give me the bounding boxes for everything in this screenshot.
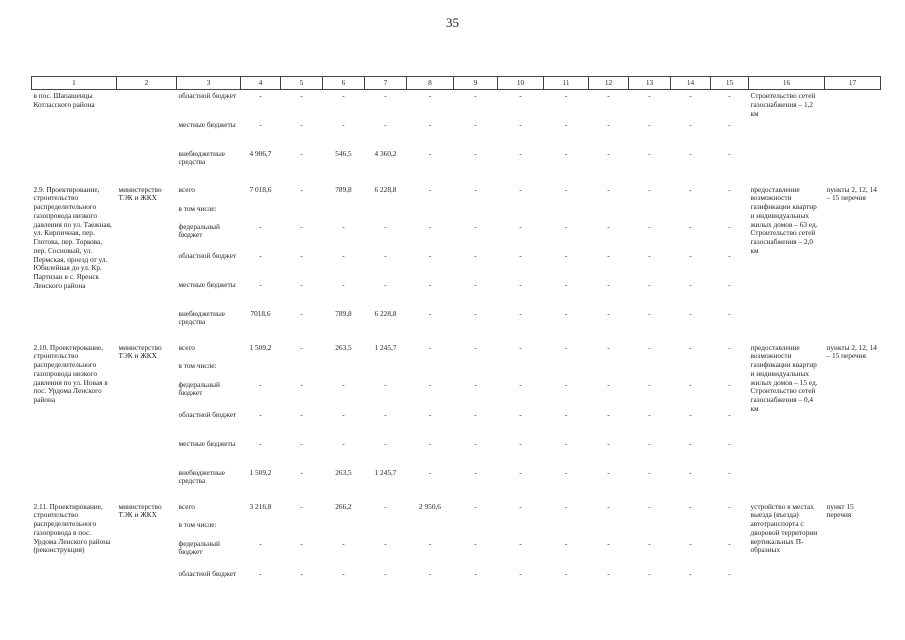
project-title: 2.11. Проектирование, строительство распределительного газопровода в пос. Урдома Ленского района (реконструкция)	[33, 501, 111, 555]
amount-cell: 263,5	[335, 467, 352, 477]
amount-cell: 7 018,6	[249, 184, 272, 194]
amount-cell: -	[607, 342, 610, 352]
expected-result: устройство в местах выезда (въезда) автотранспорта с дворовой территории вертикальных П-образных	[750, 501, 818, 555]
amount-cell	[365, 360, 407, 379]
amount-cell	[711, 360, 749, 379]
amount-cell: -	[648, 342, 651, 352]
executor: министерство ТЭК и ЖКХ	[118, 184, 162, 203]
amount-cell	[589, 519, 629, 538]
expected-result: предоставление возможности газификации квартир и индивидуальных жилых домов – 63 ед. Строительство сетей газоснабжения – 2,0 км	[750, 184, 818, 255]
funding-source: областной бюджет	[178, 250, 237, 260]
funding-source: областной бюджет	[178, 568, 237, 578]
amount-cell: -	[342, 119, 345, 129]
amount-cell: -	[259, 409, 262, 419]
amount-cell	[544, 203, 589, 221]
amount-cell: -	[607, 279, 610, 289]
amount-cell: -	[728, 250, 731, 260]
amount-cell: -	[300, 467, 303, 477]
funding-source: местные бюджеты	[178, 279, 236, 289]
amount-cell: -	[648, 467, 651, 477]
amount-cell: -	[300, 279, 303, 289]
funding-source: всего	[178, 184, 195, 194]
amount-cell: -	[519, 148, 522, 158]
amount-cell: -	[474, 221, 477, 231]
amount-cell: -	[519, 467, 522, 477]
amount-cell: -	[474, 250, 477, 260]
amount-cell: -	[564, 221, 568, 231]
amount-cell: -	[519, 438, 522, 448]
amount-cell: -	[300, 250, 303, 260]
amount-cell: -	[259, 438, 262, 448]
amount-cell	[407, 519, 454, 538]
amount-cell: -	[564, 342, 568, 352]
amount-cell: -	[428, 342, 432, 352]
amount-cell	[241, 203, 281, 221]
amount-cell	[711, 203, 749, 221]
funding-source: в том числе:	[178, 203, 217, 213]
amount-cell: -	[519, 342, 522, 352]
amount-cell: -	[474, 308, 477, 318]
column-header-13: 13	[629, 77, 671, 90]
amount-cell: -	[564, 91, 568, 100]
amount-cell: -	[689, 148, 692, 158]
amount-cell: -	[342, 438, 345, 448]
indicator-reference	[825, 90, 881, 176]
amount-cell: -	[689, 538, 692, 548]
amount-cell: 3 216,8	[249, 501, 272, 511]
amount-cell: -	[428, 438, 432, 448]
amount-cell	[323, 360, 365, 379]
amount-cell: -	[648, 501, 651, 511]
amount-cell: -	[474, 91, 477, 100]
amount-cell: -	[728, 379, 731, 389]
amount-cell: -	[607, 221, 610, 231]
amount-cell: -	[689, 308, 692, 318]
column-header-3: 3	[177, 77, 241, 90]
amount-cell: -	[607, 568, 610, 578]
amount-cell: -	[648, 148, 651, 158]
amount-cell: 2 950,6	[419, 501, 441, 511]
amount-cell: -	[519, 308, 522, 318]
amount-cell: -	[300, 379, 303, 389]
program-table	[31, 76, 881, 590]
amount-cell: -	[300, 342, 303, 352]
funding-source: в том числе:	[178, 519, 217, 529]
amount-cell: -	[728, 221, 731, 231]
amount-cell: -	[300, 501, 303, 511]
amount-cell: -	[728, 308, 731, 318]
amount-cell: 1 245,7	[374, 467, 397, 477]
amount-cell	[407, 203, 454, 221]
funding-source: всего	[178, 501, 195, 511]
amount-cell: -	[428, 91, 432, 100]
amount-cell: -	[519, 409, 522, 419]
amount-cell: -	[428, 250, 432, 260]
amount-cell: 263,5	[335, 342, 352, 352]
amount-cell: -	[384, 279, 387, 289]
amount-cell: -	[474, 467, 477, 477]
amount-cell	[498, 519, 544, 538]
amount-cell: -	[519, 538, 522, 548]
funding-source: внебюджетные средства	[178, 308, 226, 327]
amount-cell: -	[648, 250, 651, 260]
funding-source: областной бюджет	[178, 409, 237, 419]
amount-cell: -	[259, 379, 262, 389]
amount-cell: -	[648, 119, 651, 129]
amount-cell: -	[428, 184, 432, 194]
amount-cell: -	[474, 119, 477, 129]
amount-cell: -	[728, 467, 731, 477]
amount-cell: -	[519, 379, 522, 389]
amount-cell: 789,8	[335, 184, 352, 194]
amount-cell: 4 360,2	[374, 148, 397, 158]
column-header-2: 2	[117, 77, 177, 90]
amount-cell: 1 509,2	[249, 467, 272, 477]
amount-cell: -	[384, 119, 387, 129]
amount-cell: -	[300, 221, 303, 231]
amount-cell: -	[259, 279, 262, 289]
funding-source: внебюджетные средства	[178, 467, 226, 486]
amount-cell: -	[607, 379, 610, 389]
amount-cell: -	[474, 409, 477, 419]
funding-source: федеральный бюджет	[178, 538, 220, 557]
amount-cell: -	[384, 409, 387, 419]
amount-cell: -	[342, 568, 345, 578]
amount-cell: -	[428, 568, 432, 578]
amount-cell: -	[648, 568, 651, 578]
amount-cell	[671, 519, 711, 538]
amount-cell	[454, 203, 498, 221]
amount-cell: -	[689, 568, 692, 578]
indicator-reference: пункт 15 перечня	[826, 501, 854, 520]
project-title: 2.9. Проектирование, строительство распределительного газопровода низкого давления по ул. Таежная, ул. Кирпичная, пер. Глотова, пер. Торкова, пер. Сосновый, ул. Пермская, проезд от ул. Юбилейная до ул. Кр. Партизан в с. Яренск Ленского района	[33, 184, 112, 290]
amount-cell: -	[519, 184, 522, 194]
amount-cell	[454, 360, 498, 379]
amount-cell: 4 906,7	[249, 148, 272, 158]
amount-cell	[241, 360, 281, 379]
amount-cell: 6 228,8	[374, 184, 397, 194]
amount-cell: -	[474, 501, 477, 511]
amount-cell	[629, 519, 671, 538]
amount-cell	[365, 203, 407, 221]
page-number: 35	[446, 15, 459, 30]
amount-cell: -	[689, 501, 692, 511]
expected-result: Строительство сетей газоснабжения – 1,2 км	[750, 91, 816, 118]
amount-cell: -	[728, 409, 731, 419]
amount-cell: -	[474, 148, 477, 158]
amount-cell	[589, 360, 629, 379]
amount-cell	[629, 203, 671, 221]
column-header-9: 9	[454, 77, 498, 90]
amount-cell: -	[648, 379, 651, 389]
column-header-16: 16	[749, 77, 825, 90]
amount-cell	[281, 203, 323, 221]
amount-cell: -	[342, 250, 345, 260]
amount-cell: -	[428, 467, 432, 477]
funding-source: федеральный бюджет	[178, 221, 220, 240]
table-row	[32, 501, 881, 519]
amount-cell: -	[259, 568, 262, 578]
amount-cell: -	[564, 501, 568, 511]
amount-cell: -	[259, 250, 262, 260]
funding-source: местные бюджеты	[178, 438, 236, 448]
amount-cell: -	[428, 308, 432, 318]
column-header-8: 8	[407, 77, 454, 90]
project-title: 2.10. Проектирование, строительство распределительного газопровода низкого давления по ул. Новая в пос. Урдома Ленского района	[33, 342, 108, 404]
amount-cell: -	[519, 221, 522, 231]
indicator-reference: пункты 2, 12, 14 – 15 перечня	[826, 184, 877, 203]
amount-cell: -	[689, 184, 692, 194]
amount-cell: -	[564, 119, 568, 129]
amount-cell: -	[428, 221, 432, 231]
amount-cell: -	[428, 279, 432, 289]
amount-cell: -	[564, 250, 568, 260]
amount-cell: -	[474, 279, 477, 289]
table-row	[32, 184, 881, 203]
amount-cell: -	[728, 538, 731, 548]
project-title: в пос. Шапашенцы Котласского района	[33, 91, 95, 109]
table-row	[32, 342, 881, 360]
expected-result: предоставление возможности газификации квартир и индивидуальных жилых домов – 15 ед. Строительство сетей газоснабжения – 0,4 км	[750, 342, 818, 413]
amount-cell: -	[300, 119, 303, 129]
amount-cell: -	[689, 342, 692, 352]
amount-cell: -	[648, 538, 651, 548]
amount-cell: -	[342, 91, 345, 100]
amount-cell: -	[342, 221, 345, 231]
amount-cell: 546,5	[335, 148, 352, 158]
amount-cell: -	[384, 501, 387, 511]
funding-source: внебюджетные средства	[178, 148, 226, 167]
amount-cell: -	[648, 184, 651, 194]
amount-cell: -	[384, 250, 387, 260]
column-header-15: 15	[711, 77, 749, 90]
amount-cell: 266,2	[335, 501, 352, 511]
amount-cell: -	[428, 538, 432, 548]
column-header-12: 12	[589, 77, 629, 90]
amount-cell: -	[259, 91, 262, 100]
amount-cell: -	[564, 279, 568, 289]
amount-cell	[629, 360, 671, 379]
amount-cell: -	[689, 91, 692, 100]
amount-cell: -	[300, 538, 303, 548]
amount-cell	[498, 360, 544, 379]
table-row	[32, 90, 881, 119]
amount-cell: -	[564, 148, 568, 158]
amount-cell: -	[259, 221, 262, 231]
amount-cell	[544, 519, 589, 538]
amount-cell	[365, 519, 407, 538]
amount-cell: -	[384, 91, 387, 100]
amount-cell: -	[607, 501, 610, 511]
amount-cell: -	[564, 467, 568, 477]
amount-cell: -	[648, 221, 651, 231]
funding-source: в том числе:	[178, 360, 217, 370]
amount-cell	[454, 519, 498, 538]
amount-cell: -	[300, 148, 303, 158]
amount-cell: -	[519, 568, 522, 578]
amount-cell: -	[519, 501, 522, 511]
amount-cell: -	[689, 250, 692, 260]
amount-cell: -	[728, 119, 731, 129]
funding-source: федеральный бюджет	[178, 379, 220, 398]
amount-cell: -	[259, 538, 262, 548]
amount-cell: -	[728, 342, 731, 352]
amount-cell: -	[689, 379, 692, 389]
amount-cell	[671, 203, 711, 221]
amount-cell: -	[428, 409, 432, 419]
amount-cell: -	[728, 438, 731, 448]
column-header-1: 1	[32, 77, 117, 90]
amount-cell: -	[689, 119, 692, 129]
amount-cell: -	[474, 379, 477, 389]
amount-cell: -	[728, 279, 731, 289]
amount-cell: -	[564, 538, 568, 548]
amount-cell: -	[689, 438, 692, 448]
amount-cell: -	[384, 379, 387, 389]
column-number-header	[32, 77, 881, 90]
amount-cell: -	[519, 279, 522, 289]
amount-cell: -	[564, 409, 568, 419]
amount-cell	[498, 203, 544, 221]
amount-cell: 6 228,8	[374, 308, 397, 318]
column-header-6: 6	[323, 77, 365, 90]
amount-cell	[671, 360, 711, 379]
amount-cell: -	[689, 409, 692, 419]
amount-cell: -	[519, 119, 522, 129]
funding-source: всего	[178, 342, 195, 352]
column-header-10: 10	[498, 77, 544, 90]
amount-cell: -	[474, 568, 477, 578]
amount-cell: -	[474, 342, 477, 352]
amount-cell: -	[564, 379, 568, 389]
column-header-17: 17	[825, 77, 881, 90]
executor: министерство ТЭК и ЖКХ	[118, 501, 162, 520]
amount-cell: -	[607, 119, 610, 129]
amount-cell: -	[342, 409, 345, 419]
amount-cell: -	[564, 184, 568, 194]
amount-cell	[281, 519, 323, 538]
amount-cell: -	[607, 91, 610, 100]
amount-cell: -	[342, 379, 345, 389]
amount-cell: -	[648, 279, 651, 289]
amount-cell: -	[300, 568, 303, 578]
indicator-reference: пункты 2, 12, 14 – 15 перечня	[826, 342, 877, 361]
column-header-4: 4	[241, 77, 281, 90]
amount-cell: -	[384, 438, 387, 448]
amount-cell: -	[300, 91, 303, 100]
amount-cell: -	[300, 184, 303, 194]
amount-cell: -	[607, 538, 610, 548]
amount-cell: -	[300, 308, 303, 318]
column-header-5: 5	[281, 77, 323, 90]
amount-cell: -	[428, 119, 432, 129]
column-header-11: 11	[544, 77, 589, 90]
amount-cell: -	[728, 91, 731, 100]
amount-cell: -	[689, 279, 692, 289]
amount-cell: -	[428, 148, 432, 158]
amount-cell: -	[607, 438, 610, 448]
amount-cell: -	[342, 279, 345, 289]
amount-cell: -	[519, 250, 522, 260]
amount-cell: -	[384, 568, 387, 578]
amount-cell: -	[384, 221, 387, 231]
amount-cell	[281, 360, 323, 379]
executor: министерство ТЭК и ЖКХ	[118, 342, 162, 361]
amount-cell	[711, 519, 749, 538]
amount-cell: -	[689, 467, 692, 477]
amount-cell: 1 509,2	[249, 342, 272, 352]
column-header-14: 14	[671, 77, 711, 90]
amount-cell	[323, 519, 365, 538]
amount-cell: -	[300, 409, 303, 419]
amount-cell: -	[342, 538, 345, 548]
executor	[117, 90, 177, 176]
funding-source: местные бюджеты	[178, 119, 236, 129]
amount-cell: -	[474, 538, 477, 548]
amount-cell: -	[648, 91, 651, 100]
amount-cell: -	[607, 148, 610, 158]
amount-cell: -	[728, 568, 731, 578]
amount-cell: -	[259, 119, 262, 129]
amount-cell: -	[564, 438, 568, 448]
funding-source: областной бюджет	[178, 91, 237, 100]
amount-cell: -	[728, 501, 731, 511]
amount-cell: -	[648, 409, 651, 419]
amount-cell: -	[607, 308, 610, 318]
amount-cell: -	[564, 568, 568, 578]
amount-cell: 789,8	[335, 308, 352, 318]
amount-cell: -	[300, 438, 303, 448]
amount-cell	[323, 203, 365, 221]
amount-cell: -	[607, 467, 610, 477]
amount-cell: -	[564, 308, 568, 318]
amount-cell: -	[689, 221, 692, 231]
amount-cell: -	[607, 250, 610, 260]
amount-cell: -	[474, 438, 477, 448]
amount-cell	[241, 519, 281, 538]
amount-cell: -	[728, 184, 731, 194]
amount-cell: -	[607, 409, 610, 419]
amount-cell: 1 245,7	[374, 342, 397, 352]
amount-cell: -	[519, 91, 522, 100]
column-header-7: 7	[365, 77, 407, 90]
amount-cell: -	[428, 379, 432, 389]
amount-cell: -	[648, 308, 651, 318]
amount-cell	[407, 360, 454, 379]
amount-cell	[544, 360, 589, 379]
amount-cell: -	[728, 148, 731, 158]
amount-cell: 7018,6	[250, 308, 271, 318]
amount-cell	[589, 203, 629, 221]
amount-cell: -	[607, 184, 610, 194]
amount-cell: -	[384, 538, 387, 548]
amount-cell: -	[474, 184, 477, 194]
amount-cell: -	[648, 438, 651, 448]
